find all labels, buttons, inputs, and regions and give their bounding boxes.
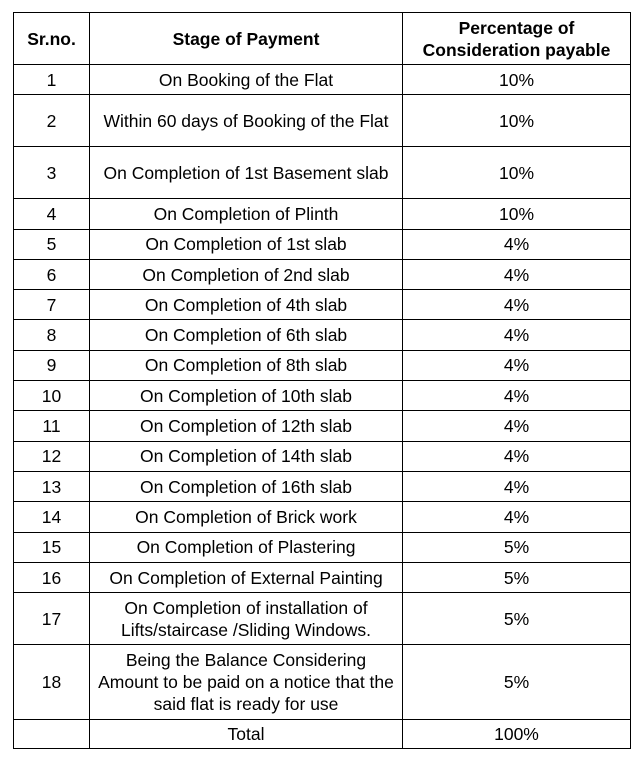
percentage-cell: 4% (403, 320, 631, 350)
percentage-cell: 5% (403, 593, 631, 645)
table-row (14, 502, 631, 532)
table-row (14, 562, 631, 592)
percentage-cell: 4% (403, 229, 631, 259)
percentage-cell: 10% (403, 65, 631, 95)
stage-cell: Being the Balance Considering Amount to be paid on a notice that the said flat is ready for use (90, 645, 403, 720)
header-percentage: Percentage of Consideration payable (403, 13, 631, 65)
stage-cell: On Completion of installation of Lifts/staircase /Sliding Windows. (90, 593, 403, 645)
stage-cell: On Completion of 14th slab (90, 441, 403, 471)
total-label: Total (90, 720, 403, 749)
stage-cell: Within 60 days of Booking of the Flat (90, 95, 403, 147)
table-row (14, 199, 631, 229)
table-header (14, 13, 631, 65)
table-row (14, 471, 631, 501)
total-row (14, 720, 631, 749)
stage-cell: On Completion of 12th slab (90, 411, 403, 441)
stage-cell: On Completion of 1st slab (90, 229, 403, 259)
percentage-cell: 10% (403, 95, 631, 147)
table-row (14, 411, 631, 441)
table-row (14, 381, 631, 411)
sr-no-cell: 15 (14, 532, 90, 562)
table-row (14, 95, 631, 147)
stage-cell: On Completion of Plastering (90, 532, 403, 562)
table-row (14, 147, 631, 199)
sr-no-cell: 13 (14, 471, 90, 501)
table-row (14, 350, 631, 380)
sr-no-cell: 12 (14, 441, 90, 471)
table-row (14, 320, 631, 350)
header-row (14, 13, 631, 65)
stage-cell: On Completion of 2nd slab (90, 259, 403, 289)
percentage-cell: 4% (403, 411, 631, 441)
sr-no-cell: 17 (14, 593, 90, 645)
percentage-cell: 5% (403, 532, 631, 562)
stage-cell: On Completion of 4th slab (90, 290, 403, 320)
stage-cell: On Completion of Brick work (90, 502, 403, 532)
stage-cell: On Completion of 1st Basement slab (90, 147, 403, 199)
percentage-cell: 10% (403, 147, 631, 199)
percentage-cell: 4% (403, 381, 631, 411)
stage-cell: On Completion of 10th slab (90, 381, 403, 411)
sr-no-cell: 16 (14, 562, 90, 592)
table-footer (14, 720, 631, 749)
sr-no-cell: 7 (14, 290, 90, 320)
stage-cell: On Booking of the Flat (90, 65, 403, 95)
sr-no-cell: 4 (14, 199, 90, 229)
table-row (14, 593, 631, 645)
sr-no-cell: 3 (14, 147, 90, 199)
table-row (14, 229, 631, 259)
percentage-cell: 4% (403, 502, 631, 532)
sr-no-cell: 6 (14, 259, 90, 289)
percentage-cell: 5% (403, 645, 631, 720)
sr-no-cell: 8 (14, 320, 90, 350)
sr-no-cell: 2 (14, 95, 90, 147)
table-body (14, 65, 631, 720)
sr-no-cell: 1 (14, 65, 90, 95)
stage-cell: On Completion of External Painting (90, 562, 403, 592)
table-row (14, 259, 631, 289)
stage-cell: On Completion of Plinth (90, 199, 403, 229)
percentage-cell: 4% (403, 350, 631, 380)
table-row (14, 532, 631, 562)
percentage-cell: 4% (403, 471, 631, 501)
total-percentage: 100% (403, 720, 631, 749)
percentage-cell: 4% (403, 290, 631, 320)
stage-cell: On Completion of 16th slab (90, 471, 403, 501)
stage-cell: On Completion of 6th slab (90, 320, 403, 350)
sr-no-cell: 10 (14, 381, 90, 411)
percentage-cell: 10% (403, 199, 631, 229)
table-row (14, 290, 631, 320)
stage-cell: On Completion of 8th slab (90, 350, 403, 380)
percentage-cell: 5% (403, 562, 631, 592)
sr-no-cell: 5 (14, 229, 90, 259)
table-row (14, 441, 631, 471)
total-empty-cell (14, 720, 90, 749)
table-row (14, 65, 631, 95)
percentage-cell: 4% (403, 259, 631, 289)
sr-no-cell: 18 (14, 645, 90, 720)
sr-no-cell: 11 (14, 411, 90, 441)
percentage-cell: 4% (403, 441, 631, 471)
table-row (14, 645, 631, 720)
sr-no-cell: 14 (14, 502, 90, 532)
payment-schedule-table (13, 12, 631, 749)
header-sr-no: Sr.no. (14, 13, 90, 65)
sr-no-cell: 9 (14, 350, 90, 380)
header-stage: Stage of Payment (90, 13, 403, 65)
